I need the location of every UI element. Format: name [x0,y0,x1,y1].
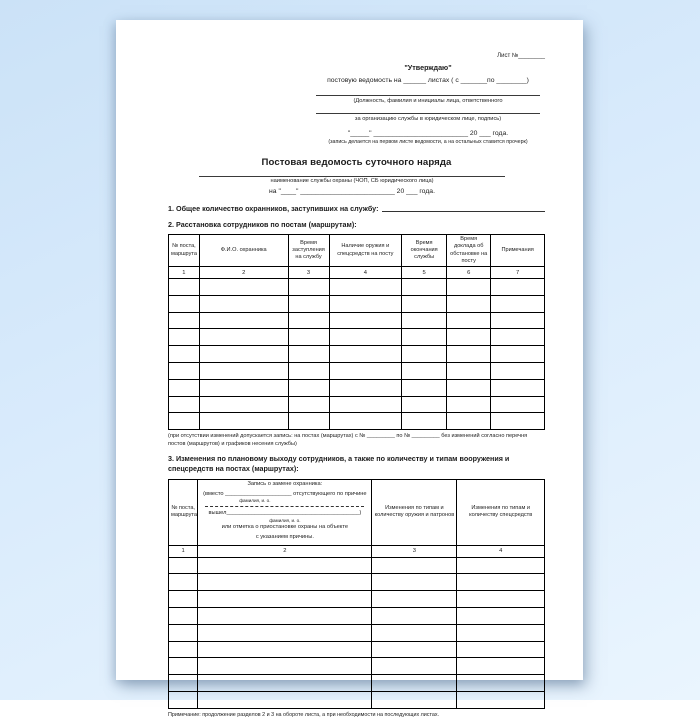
table-cell [198,675,372,692]
table-cell [447,312,491,329]
table-cell [457,607,545,624]
column-header: Примечания [491,235,545,267]
column-numbers-row [169,267,545,279]
table-cell [329,346,402,363]
table-cell [288,312,329,329]
table-cell [288,413,329,430]
table-cell [491,396,545,413]
table-cell [329,312,402,329]
document-title: Постовая ведомость суточного наряда [261,157,452,168]
table-cell [447,363,491,380]
table-row [169,574,545,591]
header-line: (вместо _____________________ отсутствующего по причине [203,490,367,497]
table-cell [447,413,491,430]
table-cell [447,295,491,312]
table-cell [372,557,457,574]
section-2-heading: 2. Расстановка сотрудников по постам (маршрутам): [168,220,357,229]
table-cell [447,346,491,363]
column-header: Время доклада об обстановке на посту [447,235,491,267]
column-number: 5 [402,267,447,279]
table-cell [329,295,402,312]
table-cell [288,279,329,296]
table-cell [288,346,329,363]
service-name-caption: наименование службы охраны (ЧОП, СБ юридического лица) [270,178,434,184]
table-cell [457,574,545,591]
table-cell [288,329,329,346]
table-cell [169,591,198,608]
table-header-row [169,235,545,267]
table-cell [288,295,329,312]
table-cell [199,413,288,430]
table-cell [329,329,402,346]
table-cell [199,396,288,413]
column-number: 6 [447,267,491,279]
table-cell [169,312,200,329]
section-1-label: 1. Общее количество охранников, заступивших на службу: [168,204,379,213]
column-number: 2 [199,267,288,279]
table-cell [447,329,491,346]
table-cell [402,279,447,296]
replacement-record-header [198,480,372,546]
header-subcaption: фамилия, и. о. [269,518,301,524]
table-cell [288,363,329,380]
footer-note: Примечание: продолжение разделов 2 и 3 на обороте листа, а при необходимости на последующих листах. [168,711,440,718]
column-header: Ф.И.О. охранника [199,235,288,267]
table-row [169,675,545,692]
table-cell [402,396,447,413]
table-cell [198,591,372,608]
posts-table [168,234,545,430]
section-3-heading: 3. Изменения по плановому выходу сотрудников, а также по количеству и типам вооружения и спецсредств на постах (маршрутах): [168,453,510,473]
approval-label: "Утверждаю" [404,63,452,72]
header-line: с указанием причины. [255,533,314,540]
fill-line [316,112,540,114]
column-number: 7 [491,267,545,279]
table-cell [199,295,288,312]
column-header: Наличие оружия и спецсредств на посту [329,235,402,267]
table-cell [372,658,457,675]
table-row [169,413,545,430]
table-row [169,624,545,641]
table-cell [169,413,200,430]
column-number: 1 [169,545,198,557]
table-cell [491,295,545,312]
table-cell [372,641,457,658]
table-cell [447,379,491,396]
column-number: 4 [329,267,402,279]
table-row [169,396,545,413]
table-cell [457,658,545,675]
table-cell [199,279,288,296]
column-header: Время окончания службы [402,235,447,267]
title-date-line: на "____" _________________________ 20 ___ года. [269,188,435,195]
table-cell [198,607,372,624]
table-cell [169,363,200,380]
column-header: Изменения по типам и количеству оружия и патронов [372,480,457,546]
table-cell [329,279,402,296]
header-line: вышел__________________________________________) [208,510,362,517]
table-header-row [169,480,545,546]
fill-line [316,94,540,96]
table-cell [491,363,545,380]
table-cell [491,279,545,296]
table-cell [169,379,200,396]
column-number: 3 [372,545,457,557]
table-cell [457,591,545,608]
table-cell [491,413,545,430]
table-cell [169,557,198,574]
changes-table-body [169,557,545,708]
table-cell [447,279,491,296]
column-number: 2 [198,545,372,557]
document-content [116,20,583,718]
table-cell [491,329,545,346]
table-cell [198,641,372,658]
table-cell [169,641,198,658]
table-row [169,591,545,608]
table-cell [199,363,288,380]
table-cell [169,329,200,346]
approval-caption: (Должность, фамилия и инициалы лица, ответственного [353,98,503,104]
column-number: 1 [169,267,200,279]
table-cell [198,574,372,591]
sheet-number: Лист №________ [497,53,545,59]
table-row [169,641,545,658]
fill-line [382,211,545,212]
table-cell [199,379,288,396]
table-cell [198,658,372,675]
header-line: или отметка о приостановке охраны на объекте [221,524,349,531]
table-cell [402,329,447,346]
table-cell [169,346,200,363]
approval-line: постовую ведомость на ______ листах ( с _______по ________) [327,77,529,84]
table-row [169,312,545,329]
table-cell [372,591,457,608]
table-cell [372,624,457,641]
table-row [169,329,545,346]
no-changes-note: (при отсутствии изменений допускается запись: на постах (маршрутах) с № _________ по № _________ без изменений согласно перечня постов (маршрутов) и графиков несения службы) [168,433,528,448]
column-number: 3 [288,267,329,279]
table-cell [402,413,447,430]
table-row [169,607,545,624]
table-cell [198,624,372,641]
table-cell [199,329,288,346]
approval-block [316,63,540,145]
table-cell [491,346,545,363]
table-cell [169,658,198,675]
table-row [169,363,545,380]
table-cell [169,396,200,413]
table-cell [329,396,402,413]
table-cell [402,312,447,329]
table-cell [457,641,545,658]
table-row [169,557,545,574]
table-row [169,295,545,312]
column-numbers-row [169,545,545,557]
table-cell [329,379,402,396]
table-cell [491,312,545,329]
table-cell [169,295,200,312]
posts-table-body [169,279,545,430]
section-1-heading [168,204,545,213]
table-row [169,379,545,396]
table-cell [402,346,447,363]
fill-line [205,505,364,507]
table-cell [457,557,545,574]
table-row [169,279,545,296]
column-number: 4 [457,545,545,557]
column-header: Изменения по типам и количеству спецсредств [457,480,545,546]
table-cell [491,379,545,396]
table-row [169,658,545,675]
table-cell [169,279,200,296]
table-cell [199,312,288,329]
column-header: № поста, маршрута [169,235,200,267]
approval-date-line: "_____" _________________________ 20 ___ года. [347,130,509,137]
approval-note: (запись делается на первом листе ведомости, а на остальных ставится прочерк) [328,139,528,145]
table-cell [372,574,457,591]
table-cell [288,396,329,413]
table-cell [372,607,457,624]
changes-table [168,479,545,709]
table-cell [447,396,491,413]
table-cell [402,363,447,380]
table-cell [329,413,402,430]
table-cell [169,624,198,641]
table-cell [198,557,372,574]
table-cell [402,379,447,396]
table-cell [372,675,457,692]
fill-line [199,175,505,177]
column-header: № поста, маршрута [169,480,198,546]
title-block [199,175,505,195]
table-row [169,346,545,363]
table-cell [329,363,402,380]
header-subcaption: фамилия, и. о. [239,498,271,504]
document-page [116,20,583,718]
approval-caption: за организацию службы в юридическом лице, подпись) [354,116,502,122]
table-cell [457,675,545,692]
table-cell [199,346,288,363]
header-line: Запись о замене охранника: [247,481,323,488]
table-cell [169,607,198,624]
table-cell [288,379,329,396]
column-header: Время заступления на службу [288,235,329,267]
table-cell [169,574,198,591]
table-cell [402,295,447,312]
table-cell [457,624,545,641]
table-cell [169,675,198,692]
